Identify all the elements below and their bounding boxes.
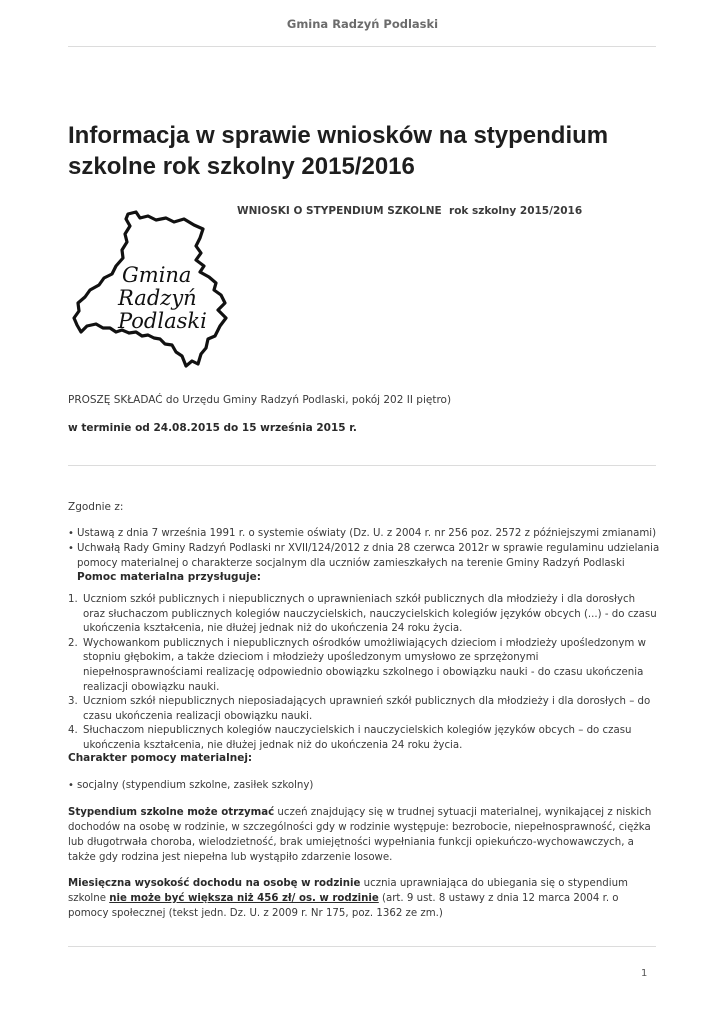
list-number: 1. — [68, 594, 78, 605]
site-name[interactable]: Gmina Radzyń Podlaski — [286, 17, 439, 31]
list-item: • Uchwałą Rady Gminy Radzyń Podlaski nr XVII/124/2012 z dnia 28 czerwca 2012r w sprawie regulaminu udzielania pomocy materialnej o charakterze socjalnym dla uczniów zamieszkałych na terenie Gminy Radzyń Podlaski — [68, 541, 663, 571]
dochod-paragraph — [68, 876, 660, 921]
dochod-limit: nie może być większa niż 456 zł/ os. w rodzinie — [109, 893, 379, 904]
dochod-text: ucznia uprawniająca do ubiegania się o stypendium szkolne — [68, 878, 628, 904]
list-item: • socjalny (stypendium szkolne, zasiłek szkolny) — [68, 778, 663, 793]
charakter-list — [68, 778, 663, 793]
list-item: • Ustawą z dnia 7 września 1991 r. o systemie oświaty (Dz. U. z 2004 r. nr 256 poz. 2572 z późniejszymi zmianami) — [68, 526, 663, 541]
header-divider — [68, 46, 656, 47]
logo-text-line-1: Gmina — [122, 263, 192, 287]
dochod-bold: Miesięczna wysokość dochodu na osobę w rodzinie — [68, 878, 361, 889]
list-item-text: Wychowankom publicznych i niepublicznych ośrodków umożliwiających dzieciom i młodzieży upośledzonym w stopniu głębokim, a także dzieciom i młodzieży upośledzonym umysłowo ze sprzężonymi niepełnosprawnościami realizację odpowiednio obowiązku szkolnego i obowiązku nauki - do czasu ukończenia realizacji obowiązku nauki. — [83, 637, 646, 693]
submit-instruction: PROSZĘ SKŁADAĆ do Urzędu Gminy Radzyń Podlaski, pokój 202 II piętro) — [68, 394, 452, 406]
stypendium-bold: Stypendium szkolne może otrzymać — [68, 807, 275, 818]
list-item — [68, 637, 660, 695]
wnioski-heading: WNIOSKI O STYPENDIUM SZKOLNE rok szkolny 2015/2016 — [237, 205, 583, 217]
page-number: 1 — [641, 968, 648, 979]
list-item-text: Słuchaczom niepublicznych kolegiów nauczycielskich i nauczycielskich kolegiów języków obcych – do czasu ukończenia kształcenia, nie dłużej jednak niż do ukończenia 24 roku życia. — [83, 725, 632, 751]
title-line-1: Informacja w sprawie wniosków na stypendium — [68, 122, 609, 149]
logo-text-line-2: Radzyń — [118, 286, 197, 310]
charakter-heading: Charakter pomocy materialnej: — [68, 752, 253, 764]
list-number: 3. — [68, 696, 78, 708]
zgodnie-label: Zgodnie z: — [68, 501, 124, 513]
list-item — [68, 724, 660, 753]
list-item-text: Uczniom szkół niepublicznych nieposiadających uprawnień szkół publicznych dla młodzieży i dla dorosłych – do czasu ukończenia realizacji obowiązku nauki. — [83, 696, 651, 722]
title-line-2: szkolne rok szkolny 2015/2016 — [68, 153, 415, 180]
logo-text-line-3: Podlaski — [118, 309, 207, 333]
list-item-text: Uczniom szkół publicznych i niepublicznych o uprawnieniach szkół publicznych dla młodzieży i dla dorosłych oraz słuchaczom publicznych kolegiów nauczycielskich, nauczycielskich kolegiów języków obcych (...) - do czasu ukończenia kształcenia, nie dłużej jednak niż do ukończenia 24 roku życia. — [83, 594, 657, 635]
footer-divider — [68, 946, 656, 947]
list-item — [68, 695, 660, 724]
list-item — [68, 593, 660, 637]
list-number: 2. — [68, 637, 78, 649]
recipients-list — [68, 593, 660, 754]
content-divider — [68, 465, 656, 466]
page-title — [68, 120, 658, 182]
deadline: w terminie od 24.08.2015 do 15 września 2015 r. — [68, 422, 357, 434]
stypendium-text: uczeń znajdujący się w trudnej sytuacji materialnej, wynikającej z niskich dochodów na osobę w rodzinie, w szczególności gdy w rodzinie występuje: bezrobocie, niepełnosprawność, ciężka lub długotrwała choroba, wielodzietność, brak umiejętności wypełniania funkcji opiekuńczo-wychowawczych, a także gdy rodzina jest niepełna lub wystąpiło zdarzenie losowe. — [68, 807, 652, 863]
dochod-ref: (art. 9 ust. 8 ustawy z dnia 12 marca 2004 r. o pomocy społecznej (tekst jedn. Dz. U. z 2009 r. Nr 175, poz. 1362 ze zm.) — [68, 893, 619, 919]
pomoc-heading: Pomoc materialna przysługuje: — [77, 571, 261, 583]
list-number: 4. — [68, 725, 78, 737]
gmina-map-logo-icon — [70, 208, 235, 378]
legal-bases-list — [68, 526, 663, 571]
stypendium-paragraph — [68, 805, 660, 865]
